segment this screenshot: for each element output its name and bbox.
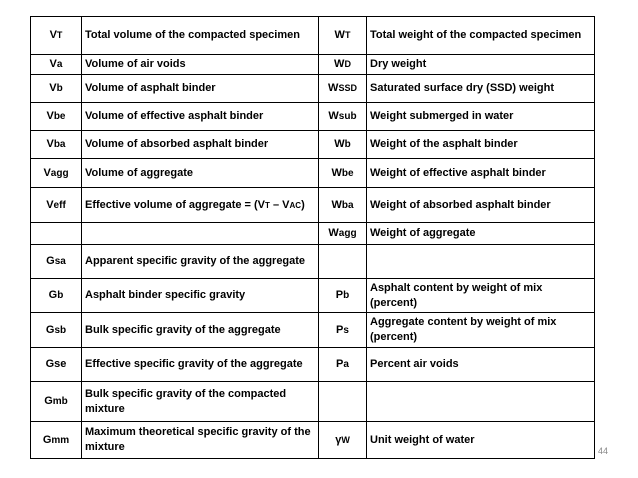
symbol-cell: γW xyxy=(319,422,367,459)
table-row xyxy=(31,382,595,422)
description-cell: Effective specific gravity of the aggregate xyxy=(82,348,319,382)
symbol-cell: Vb xyxy=(31,75,82,103)
symbol-cell: Wsub xyxy=(319,103,367,131)
description-cell: Aggregate content by weight of mix (percent) xyxy=(367,313,595,348)
table-row xyxy=(31,245,595,279)
description-cell: Bulk specific gravity of the aggregate xyxy=(82,313,319,348)
symbol-cell xyxy=(319,382,367,422)
symbol-cell: Gsa xyxy=(31,245,82,279)
description-cell: Apparent specific gravity of the aggregate xyxy=(82,245,319,279)
symbol-cell: WT xyxy=(319,17,367,55)
description-cell: Weight submerged in water xyxy=(367,103,595,131)
symbol-cell: Ps xyxy=(319,313,367,348)
description-cell: Maximum theoretical specific gravity of the mixture xyxy=(82,422,319,459)
description-cell: Asphalt content by weight of mix (percent) xyxy=(367,279,595,313)
symbol-cell: Gb xyxy=(31,279,82,313)
symbol-cell: Vba xyxy=(31,131,82,159)
description-cell: Volume of aggregate xyxy=(82,159,319,188)
symbol-cell: Pb xyxy=(319,279,367,313)
symbol-cell: Wb xyxy=(319,131,367,159)
symbol-cell: Gse xyxy=(31,348,82,382)
description-cell: Weight of aggregate xyxy=(367,223,595,245)
symbol-cell: WSSD xyxy=(319,75,367,103)
description-cell: Volume of asphalt binder xyxy=(82,75,319,103)
description-cell: Weight of effective asphalt binder xyxy=(367,159,595,188)
description-cell: Unit weight of water xyxy=(367,422,595,459)
symbol-cell: Wagg xyxy=(319,223,367,245)
symbol-cell: WD xyxy=(319,55,367,75)
table-row xyxy=(31,348,595,382)
table-row xyxy=(31,159,595,188)
symbol-cell: Wba xyxy=(319,188,367,223)
table-row xyxy=(31,223,595,245)
symbol-cell: Vagg xyxy=(31,159,82,188)
symbol-cell: Vbe xyxy=(31,103,82,131)
table-row xyxy=(31,188,595,223)
description-cell: Total weight of the compacted specimen xyxy=(367,17,595,55)
symbol-cell: Pa xyxy=(319,348,367,382)
table-row xyxy=(31,313,595,348)
symbol-cell: VT xyxy=(31,17,82,55)
description-cell: Volume of air voids xyxy=(82,55,319,75)
table-row xyxy=(31,75,595,103)
description-cell: Volume of effective asphalt binder xyxy=(82,103,319,131)
description-cell: Total volume of the compacted specimen xyxy=(82,17,319,55)
symbol-cell: Veff xyxy=(31,188,82,223)
description-cell: Effective volume of aggregate = (VT – VAC) xyxy=(82,188,319,223)
table-row xyxy=(31,422,595,459)
description-cell: Asphalt binder specific gravity xyxy=(82,279,319,313)
description-cell: Weight of the asphalt binder xyxy=(367,131,595,159)
page-number: 44 xyxy=(597,446,608,456)
description-cell: Weight of absorbed asphalt binder xyxy=(367,188,595,223)
table-row xyxy=(31,131,595,159)
symbols-table xyxy=(30,16,595,459)
symbol-cell: Wbe xyxy=(319,159,367,188)
description-cell: Bulk specific gravity of the compacted mixture xyxy=(82,382,319,422)
description-cell: Volume of absorbed asphalt binder xyxy=(82,131,319,159)
symbol-cell: Gsb xyxy=(31,313,82,348)
description-cell: Saturated surface dry (SSD) weight xyxy=(367,75,595,103)
table-row xyxy=(31,55,595,75)
description-cell xyxy=(367,245,595,279)
table-row xyxy=(31,17,595,55)
symbol-cell xyxy=(319,245,367,279)
symbol-cell: Va xyxy=(31,55,82,75)
symbol-cell: Gmm xyxy=(31,422,82,459)
description-cell: Dry weight xyxy=(367,55,595,75)
table-row xyxy=(31,103,595,131)
symbol-cell: Gmb xyxy=(31,382,82,422)
description-cell xyxy=(367,382,595,422)
description-cell: Percent air voids xyxy=(367,348,595,382)
description-cell xyxy=(82,223,319,245)
table-row xyxy=(31,279,595,313)
symbol-cell xyxy=(31,223,82,245)
